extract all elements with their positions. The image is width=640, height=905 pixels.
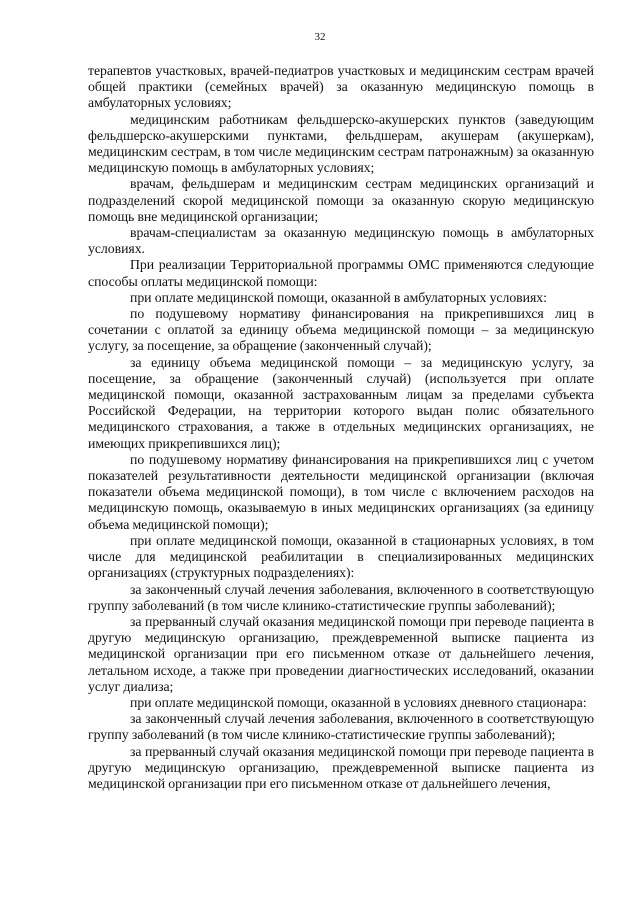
paragraph-emergency-care-staff: врачам, фельдшерам и медицинским сестрам медицинских организаций и подразделений скорой медицинской помощи за оказанную скорую медицинскую помощь вне медицинской организации; <box>88 176 594 224</box>
paragraph-day-hospital-interrupted-case: за прерванный случай оказания медицинской помощи при переводе пациента в другую медицинскую организацию, преждевременной выписке пациента из медицинской организации при его письменном отказе от дальнейшего лечения, <box>88 743 594 791</box>
paragraph-inpatient-interrupted-case: за прерванный случай оказания медицинской помощи при переводе пациента в другую медицинскую организацию, преждевременной выписке пациента из медицинской организации при его письменном отказе от дальнейшего лечения, летальном исходе, а также при проведении диагностических исследований, оказании услуг диализа; <box>88 613 594 694</box>
paragraph-day-hospital-heading: при оплате медицинской помощи, оказанной в условиях дневного стационара: <box>130 694 587 710</box>
paragraph-inpatient-heading: при оплате медицинской помощи, оказанной в стационарных условиях, в том числе для медицинской реабилитации в специализированных медицинских организациях (структурных подразделениях): <box>88 532 594 581</box>
paragraph-outpatient-heading: при оплате медицинской помощи, оказанной в амбулаторных условиях: <box>130 289 547 305</box>
page-number: 32 <box>314 31 326 43</box>
paragraph-continuation-recipients: терапевтов участковых, врачей-педиатров участковых и медицинским сестрам врачей общей практики (семейных врачей) за оказанную медицинскую помощь в амбулаторных условиях; <box>88 63 594 111</box>
paragraph-per-unit-volume: за единицу объема медицинской помощи – за медицинскую услугу, за посещение, за обращение (законченный случай) (используется при оплате медицинской помощи, оказанной застрахованным лицам за пределами субъекта Российской Федерации, на территории которого выдан полис обязательного медицинского страхования, а также в отдельных медицинских организациях, не имеющих прикрепившихся лиц); <box>88 354 594 451</box>
paragraph-capitation-combined: по подушевому нормативу финансирования на прикрепившихся лиц в сочетании с оплатой за единицу объема медицинской помощи – за медицинскую услугу, за посещение, за обращение (законченный случай); <box>88 306 594 354</box>
paragraph-specialists: врачам-специалистам за оказанную медицинскую помощь в амбулаторных условиях. <box>88 225 594 257</box>
paragraph-payment-methods-intro: При реализации Территориальной программы ОМС применяются следующие способы оплаты медицинской помощи: <box>88 257 594 289</box>
document-body <box>88 63 594 792</box>
paragraph-inpatient-completed-case: за законченный случай лечения заболевания, включенного в соответствующую группу заболеваний (в том числе клинико-статистические группы заболеваний); <box>88 581 594 613</box>
paragraph-feldsher-stations: медицинским работникам фельдшерско-акушерских пунктов (заведующим фельдшерско-акушерскими пунктами, фельдшерам, акушерам (акушеркам), медицинским сестрам, в том числе медицинским сестрам патронажным) за оказанную медицинскую помощь в амбулаторных условиях; <box>88 111 594 176</box>
paragraph-capitation-performance: по подушевому нормативу финансирования на прикрепившихся лиц с учетом показателей результативности деятельности медицинской организации (включая показатели объема медицинской помощи), в том числе с включением расходов на медицинскую помощь, оказываемую в иных медицинских организациях (за единицу объема медицинской помощи); <box>88 451 594 532</box>
paragraph-day-hospital-completed-case: за законченный случай лечения заболевания, включенного в соответствующую группу заболеваний (в том числе клинико-статистические группы заболеваний); <box>88 711 594 743</box>
